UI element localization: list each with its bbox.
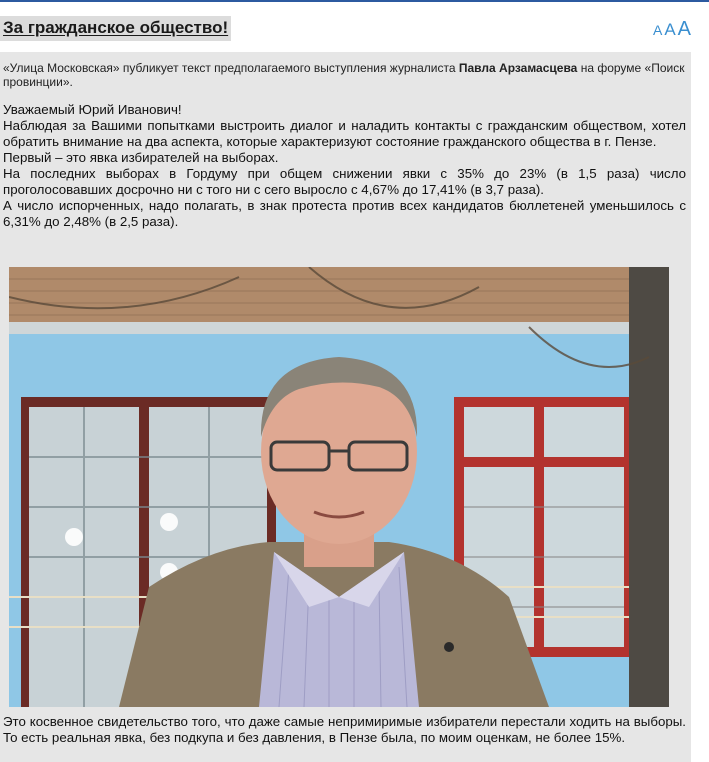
paragraph-spoiled-ballots: А число испорченных, надо полагать, в знак протеста против всех кандидатов бюллетеней уменьшилось с 6,31% до 2,48% (в 2,5 раза). [3,198,686,229]
source-suffix: на форуме «Поиск провинции». [3,61,685,89]
article-header [0,2,709,52]
article-content [0,52,691,762]
article-photo [9,267,669,707]
source-prefix: «Улица Московская» публикует текст предполагаемого выступления журналиста [3,61,459,75]
article-body [3,102,686,230]
portrait-photo-illustration [9,267,669,707]
source-author: Павла Арзамасцева [458,61,578,75]
font-size-medium-button[interactable]: A [664,20,676,39]
paragraph-first-aspect: Первый – это явка избирателей на выборах. [3,150,279,165]
scrollbar-track[interactable] [691,52,709,762]
paragraph-greeting: Уважаемый Юрий Иванович! [3,102,182,117]
photo-caption: Это косвенное свидетельство того, что даже самые непримиримые избиратели перестали ходить на выборы. То есть реальная явка, без подкупа и без давления, в Пензе была, по моим оценкам, не более 15%. [3,714,686,745]
font-size-large-button[interactable]: A [677,18,691,40]
page-title[interactable]: За гражданское общество! [0,16,231,41]
font-size-small-button[interactable]: A [652,22,663,38]
paragraph-intro: Наблюдая за Вашими попытками выстроить диалог и наладить контакты с гражданским обществом, хотел обратить внимание на два аспекта, которые характеризуют состояние гражданского общества в г. Пензе. [3,118,686,149]
article-source-note [3,61,687,89]
paragraph-turnout: На последних выборах в Гордуму при общем снижении явки с 35% до 23% (в 1,5 раза) число проголосовавших досрочно ни с того ни с сего выросло с 4,67% до 17,41% (в 3,7 раза). [3,166,686,197]
font-size-controls [653,18,691,41]
